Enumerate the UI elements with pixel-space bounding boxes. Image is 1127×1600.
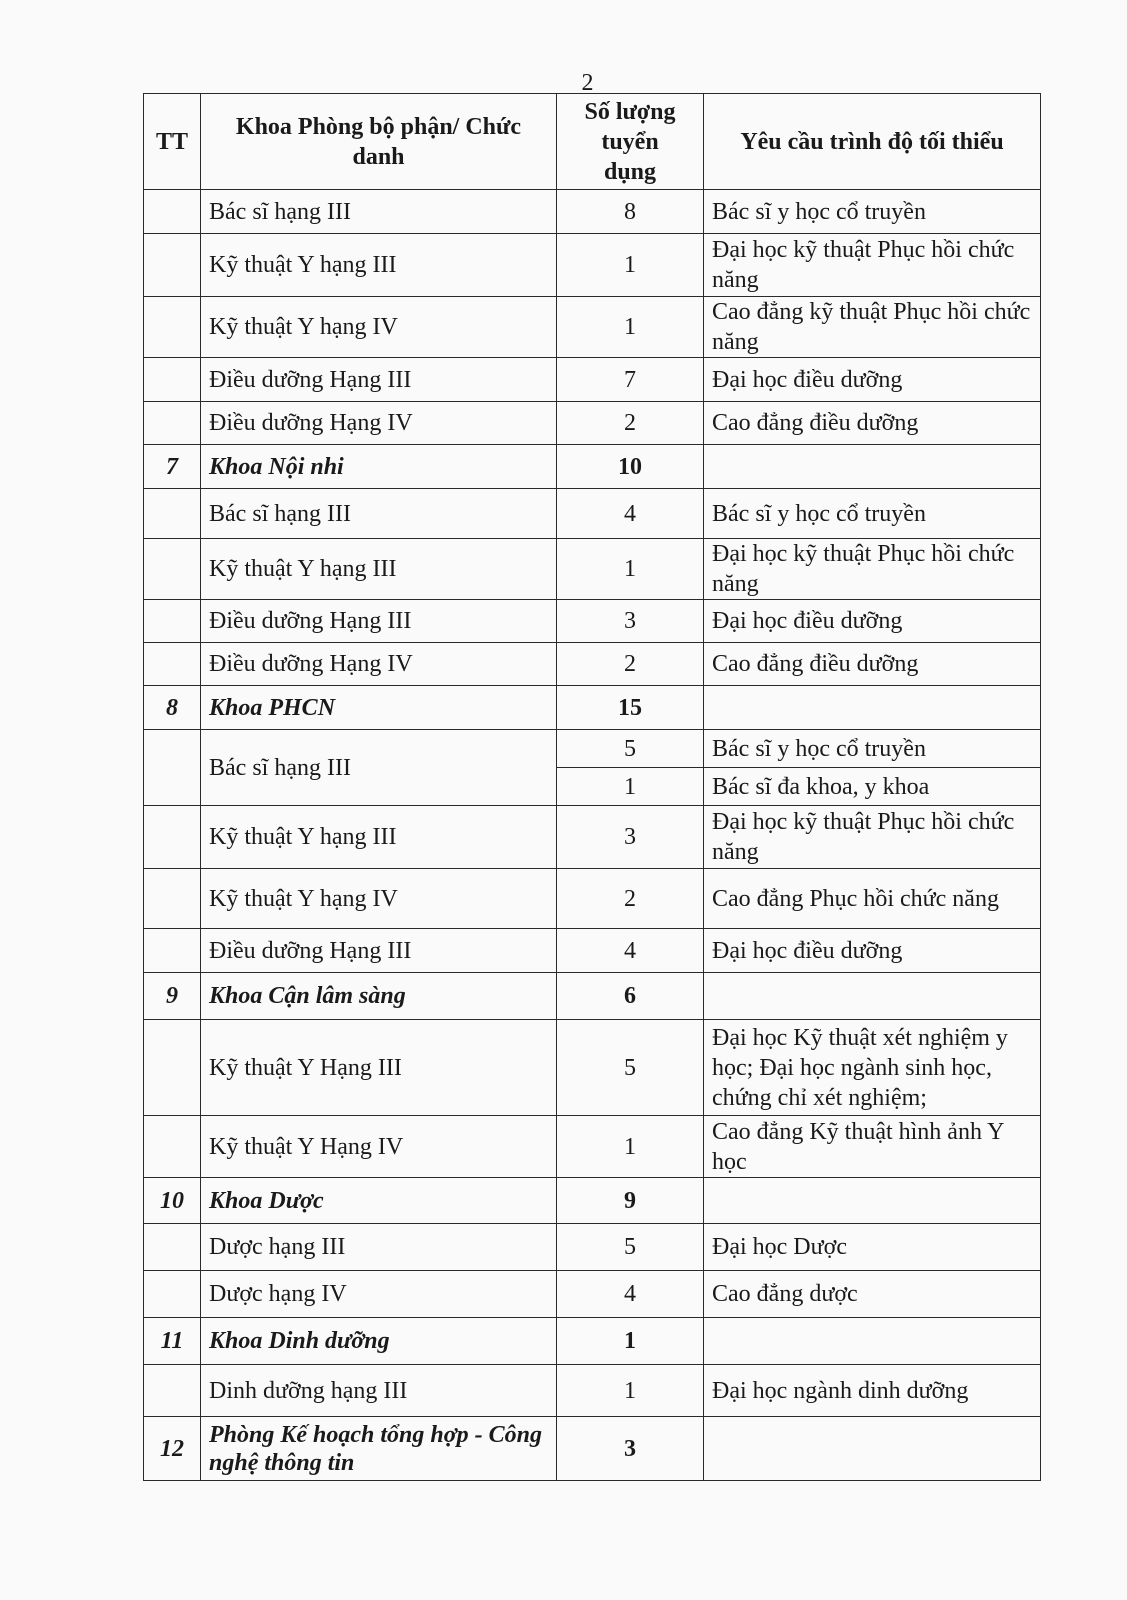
cell-qty: 4	[557, 1271, 704, 1318]
cell-qty: 3	[557, 806, 704, 869]
department-row	[144, 973, 1041, 1020]
cell-req	[704, 686, 1041, 730]
header-name: Khoa Phòng bộ phận/ Chức danh	[201, 94, 557, 190]
cell-qty: 3	[557, 600, 704, 643]
cell-qty: 4	[557, 929, 704, 973]
cell-req: Đại học điều dưỡng	[704, 358, 1041, 402]
cell-name: Kỹ thuật Y Hạng IV	[201, 1116, 557, 1178]
cell-tt	[144, 869, 201, 929]
cell-tt	[144, 234, 201, 297]
table-row	[144, 358, 1041, 402]
cell-qty: 2	[557, 402, 704, 445]
cell-req: Đại học điều dưỡng	[704, 929, 1041, 973]
table-row	[144, 234, 1041, 297]
cell-tt	[144, 929, 201, 973]
cell-name: Khoa Nội nhi	[201, 445, 557, 489]
cell-req: Đại học kỹ thuật Phục hồi chức năng	[704, 539, 1041, 600]
cell-qty: 1	[557, 1365, 704, 1417]
cell-tt	[144, 1020, 201, 1116]
cell-tt	[144, 1365, 201, 1417]
cell-req	[704, 1178, 1041, 1224]
cell-req: Đại học kỹ thuật Phục hồi chức năng	[704, 806, 1041, 869]
cell-req: Bác sĩ đa khoa, y khoa	[704, 768, 1041, 806]
header-req: Yêu cầu trình độ tối thiểu	[704, 94, 1041, 190]
cell-name: Kỹ thuật Y hạng IV	[201, 297, 557, 358]
cell-tt	[144, 730, 201, 806]
table-row	[144, 730, 1041, 768]
cell-qty: 7	[557, 358, 704, 402]
cell-req: Đại học kỹ thuật Phục hồi chức năng	[704, 234, 1041, 297]
cell-name: Điều dưỡng Hạng III	[201, 600, 557, 643]
cell-name: Khoa Dinh dưỡng	[201, 1318, 557, 1365]
cell-name: Điều dưỡng Hạng IV	[201, 643, 557, 686]
cell-name: Bác sĩ hạng III	[201, 730, 557, 806]
table-row	[144, 1224, 1041, 1271]
department-row	[144, 1417, 1041, 1481]
cell-name: Khoa PHCN	[201, 686, 557, 730]
department-row	[144, 1318, 1041, 1365]
table-header-row	[144, 94, 1041, 190]
cell-req: Bác sĩ y học cổ truyền	[704, 489, 1041, 539]
cell-req: Bác sĩ y học cổ truyền	[704, 190, 1041, 234]
cell-tt: 8	[144, 686, 201, 730]
cell-req: Bác sĩ y học cổ truyền	[704, 730, 1041, 768]
cell-req	[704, 973, 1041, 1020]
cell-req: Đại học ngành dinh dưỡng	[704, 1365, 1041, 1417]
cell-qty: 1	[557, 539, 704, 600]
cell-req: Đại học Dược	[704, 1224, 1041, 1271]
table-row	[144, 600, 1041, 643]
cell-tt: 12	[144, 1417, 201, 1481]
cell-name: Khoa Cận lâm sàng	[201, 973, 557, 1020]
cell-name: Phòng Kế hoạch tổng hợp - Công nghệ thông tin	[201, 1417, 557, 1481]
cell-name: Dược hạng IV	[201, 1271, 557, 1318]
cell-qty: 5	[557, 1224, 704, 1271]
cell-tt	[144, 402, 201, 445]
table-row	[144, 402, 1041, 445]
table-row	[144, 869, 1041, 929]
cell-qty: 1	[557, 297, 704, 358]
cell-name: Bác sĩ hạng III	[201, 190, 557, 234]
cell-qty: 1	[557, 234, 704, 297]
cell-name: Kỹ thuật Y hạng III	[201, 806, 557, 869]
cell-req: Cao đẳng điều dưỡng	[704, 402, 1041, 445]
cell-qty: 8	[557, 190, 704, 234]
cell-tt	[144, 539, 201, 600]
cell-req	[704, 1417, 1041, 1481]
cell-tt	[144, 600, 201, 643]
cell-tt: 7	[144, 445, 201, 489]
cell-tt	[144, 806, 201, 869]
cell-tt: 10	[144, 1178, 201, 1224]
cell-qty: 1	[557, 768, 704, 806]
table-row	[144, 297, 1041, 358]
cell-qty: 15	[557, 686, 704, 730]
cell-name: Dinh dưỡng hạng III	[201, 1365, 557, 1417]
cell-tt	[144, 643, 201, 686]
cell-name: Kỹ thuật Y Hạng III	[201, 1020, 557, 1116]
table-row	[144, 929, 1041, 973]
table-row	[144, 806, 1041, 869]
cell-qty: 2	[557, 643, 704, 686]
cell-tt	[144, 1271, 201, 1318]
cell-tt: 9	[144, 973, 201, 1020]
cell-req	[704, 445, 1041, 489]
department-row	[144, 445, 1041, 489]
cell-tt	[144, 489, 201, 539]
cell-qty: 3	[557, 1417, 704, 1481]
cell-req: Cao đẳng Phục hồi chức năng	[704, 869, 1041, 929]
cell-name: Điều dưỡng Hạng IV	[201, 402, 557, 445]
table-row	[144, 1116, 1041, 1178]
cell-qty: 1	[557, 1116, 704, 1178]
page-number: 2	[581, 70, 594, 96]
table-row	[144, 1271, 1041, 1318]
table-row	[144, 539, 1041, 600]
cell-qty: 10	[557, 445, 704, 489]
cell-qty: 9	[557, 1178, 704, 1224]
cell-req	[704, 1318, 1041, 1365]
cell-tt	[144, 1224, 201, 1271]
cell-qty: 1	[557, 1318, 704, 1365]
table-row	[144, 643, 1041, 686]
cell-tt	[144, 1116, 201, 1178]
header-qty: Số lượng tuyển dụng	[557, 94, 704, 190]
header-tt: TT	[144, 94, 201, 190]
cell-req: Cao đẳng dược	[704, 1271, 1041, 1318]
cell-name: Điều dưỡng Hạng III	[201, 929, 557, 973]
cell-name: Kỹ thuật Y hạng III	[201, 539, 557, 600]
recruitment-table	[143, 93, 1041, 1481]
cell-name: Kỹ thuật Y hạng IV	[201, 869, 557, 929]
cell-qty: 2	[557, 869, 704, 929]
table-row	[144, 190, 1041, 234]
cell-tt	[144, 297, 201, 358]
cell-qty: 6	[557, 973, 704, 1020]
table-row	[144, 1020, 1041, 1116]
cell-tt	[144, 358, 201, 402]
cell-name: Khoa Dược	[201, 1178, 557, 1224]
cell-tt	[144, 190, 201, 234]
cell-name: Bác sĩ hạng III	[201, 489, 557, 539]
department-row	[144, 686, 1041, 730]
cell-name: Dược hạng III	[201, 1224, 557, 1271]
cell-req: Cao đẳng Kỹ thuật hình ảnh Y học	[704, 1116, 1041, 1178]
cell-tt: 11	[144, 1318, 201, 1365]
cell-qty: 5	[557, 730, 704, 768]
department-row	[144, 1178, 1041, 1224]
cell-req: Đại học Kỹ thuật xét nghiệm y học; Đại học ngành sinh học, chứng chỉ xét nghiệm;	[704, 1020, 1041, 1116]
cell-name: Kỹ thuật Y hạng III	[201, 234, 557, 297]
cell-req: Cao đẳng điều dưỡng	[704, 643, 1041, 686]
cell-name: Điều dưỡng Hạng III	[201, 358, 557, 402]
cell-req: Cao đẳng kỹ thuật Phục hồi chức năng	[704, 297, 1041, 358]
cell-qty: 5	[557, 1020, 704, 1116]
cell-qty: 4	[557, 489, 704, 539]
table-row	[144, 489, 1041, 539]
cell-req: Đại học điều dưỡng	[704, 600, 1041, 643]
table-row	[144, 1365, 1041, 1417]
